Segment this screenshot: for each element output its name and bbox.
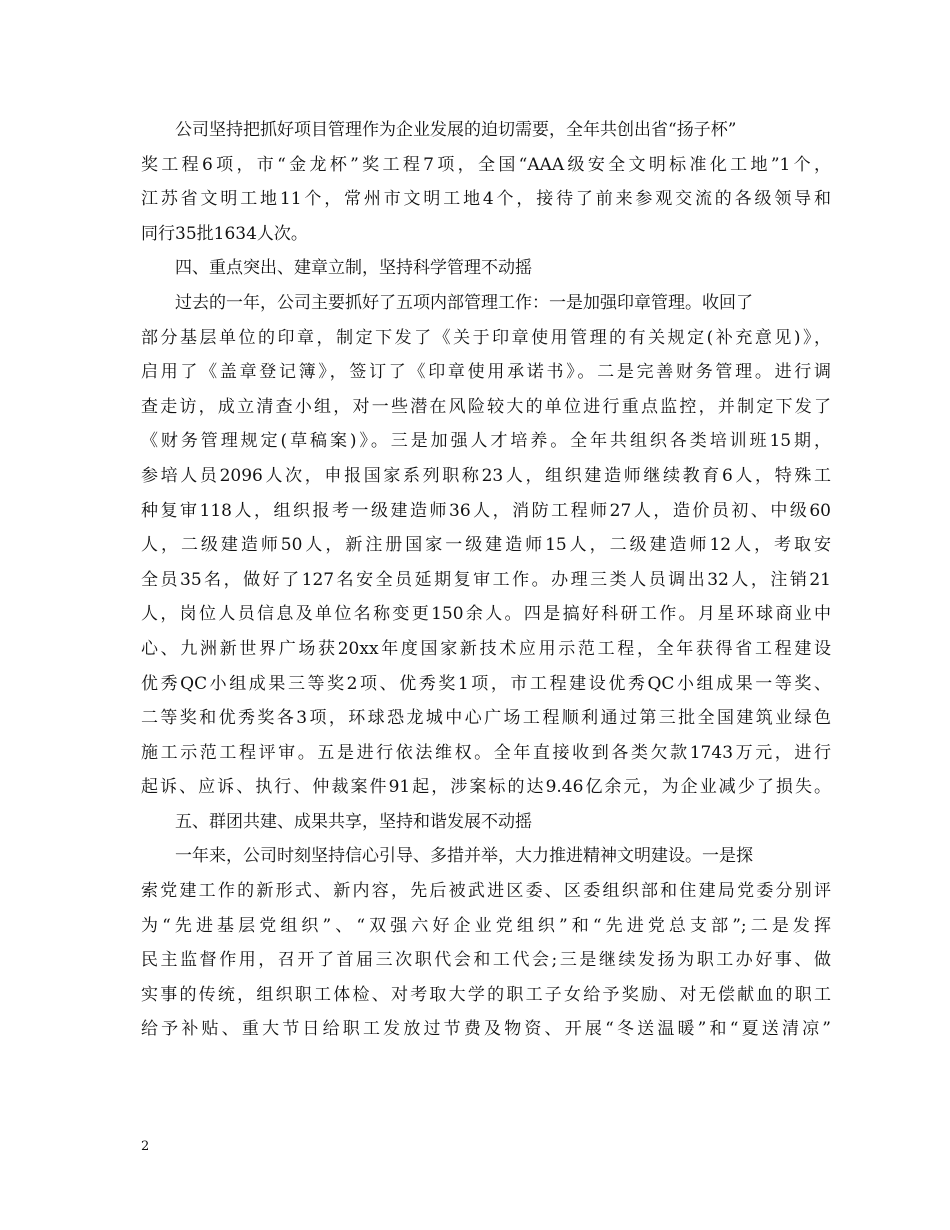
text-line: 心、九洲新世界广场获20xx年度国家新技术应用示范工程，全年获得省工程建设 [141,638,831,659]
text-line: 江苏省文明工地11个，常州市文明工地4个，接待了前来参观交流的各级领导和 [141,189,831,210]
text-line: 为“先进基层党组织”、“双强六好企业党组织”和“先进党总支部”;二是发挥 [141,915,831,936]
text-line: 奖工程6项，市“金龙杯”奖工程7项，全国“AAA级安全文明标准化工地”1个， [141,154,831,175]
text-line: 查走访，成立清查小组，对一些潜在风险较大的单位进行重点监控，并制定下发了 [141,396,831,417]
text-line: 民主监督作用，召开了首届三次职代会和工代会;三是继续发扬为职工办好事、做 [141,950,831,971]
text-line: 启用了《盖章登记簿》，签订了《印章使用承诺书》。二是完善财务管理。进行调 [141,362,831,383]
text-line: 索党建工作的新形式、新内容，先后被武进区委、区委组织部和住建局党委分别评 [141,881,831,902]
text-line: 参培人员2096人次，申报国家系列职称23人，组织建造师继续教育6人，特殊工 [141,465,831,486]
text-line: 施工示范工程评审。五是进行依法维权。全年直接收到各类欠款1743万元，进行 [141,742,831,763]
section-heading: 五、群团共建、成果共享，坚持和谐发展不动摇 [175,811,532,832]
text-line: 部分基层单位的印章，制定下发了《关于印章使用管理的有关规定(补充意见)》， [141,327,831,348]
body-text [141,113,831,1047]
text-line: 种复审118人，组织报考一级建造师36人，消防工程师27人，造价员初、中级60 [141,500,831,521]
text-line: 同行35批1634人次。 [141,223,308,244]
text-line: 全员35名，做好了127名安全员延期复审工作。办理三类人员调出32人，注销21 [141,569,831,590]
text-line: 起诉、应诉、执行、仲裁案件91起，涉案标的达9.46亿余元，为企业减少了损失。 [141,777,831,798]
page-number: 2 [141,1139,150,1154]
text-line: 给予补贴、重大节日给职工发放过节费及物资、开展“冬送温暖”和“夏送清凉” [141,1019,831,1040]
text-line: 人，二级建造师50人，新注册国家一级建造师15人，二级建造师12人，考取安 [141,535,831,556]
text-line: 二等奖和优秀奖各3项，环球恐龙城中心广场工程顺利通过第三批全国建筑业绿色 [141,708,831,729]
text-line: 《财务管理规定(草稿案)》。三是加强人才培养。全年共组织各类培训班15期， [141,431,831,452]
section-heading: 四、重点突出、建章立制，坚持科学管理不动摇 [175,258,532,279]
text-line: 实事的传统，组织职工体检、对考取大学的职工子女给予奖励、对无偿献血的职工 [141,984,831,1005]
text-line: 公司坚持把抓好项目管理作为企业发展的迫切需要，全年共创出省“扬子杯” [175,120,737,140]
text-line: 人，岗位人员信息及单位名称变更150余人。四是搞好科研工作。月星环球商业中 [141,604,831,625]
text-line: 过去的一年，公司主要抓好了五项内部管理工作：一是加强印章管理。收回了 [175,292,753,313]
text-line: 优秀QC小组成果三等奖2项、优秀奖1项，市工程建设优秀QC小组成果一等奖、 [141,673,831,694]
text-line: 一年来，公司时刻坚持信心引导、多措并举，大力推进精神文明建设。一是探 [175,846,753,867]
